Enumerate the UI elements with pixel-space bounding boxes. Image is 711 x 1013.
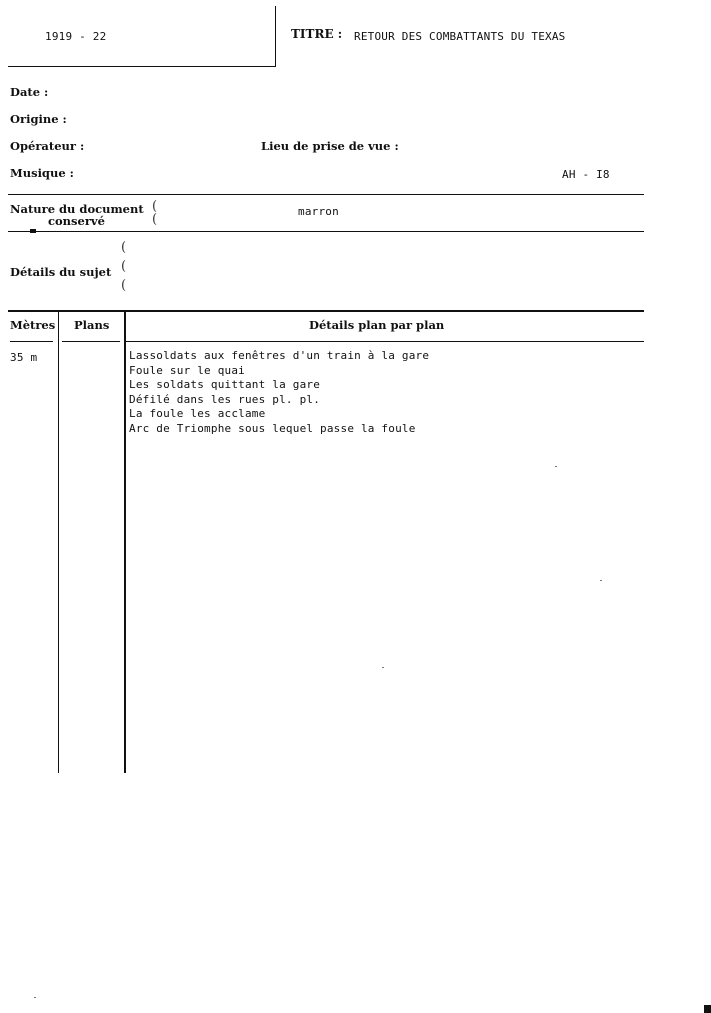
- nature-brace-bottom: (: [152, 212, 158, 227]
- metres-value: 35 m: [10, 351, 38, 364]
- metres-header-rule: [10, 341, 53, 342]
- scan-speck: [34, 997, 36, 998]
- table-top-rule: [8, 310, 644, 312]
- archive-code: AH - I8: [562, 168, 610, 181]
- col-divider-metres-plans: [58, 312, 59, 773]
- details-line: Arc de Triomphe sous lequel passe la foule: [129, 421, 416, 435]
- sujet-label: Détails du sujet: [10, 265, 112, 279]
- scan-speck: [600, 580, 602, 581]
- lieu-label: Lieu de prise de vue :: [261, 139, 399, 153]
- date-label: Date :: [10, 85, 49, 99]
- sujet-brace-2: (: [121, 259, 127, 274]
- nature-top-rule: [8, 194, 644, 195]
- sujet-brace-1: (: [121, 240, 127, 255]
- col-details-header: Détails plan par plan: [309, 318, 445, 332]
- title-label: TITRE :: [291, 27, 343, 41]
- film-reference: 1919 - 22: [45, 30, 107, 43]
- nature-brace-top: (: [152, 199, 158, 214]
- details-line: Défilé dans les rues pl. pl.: [129, 392, 321, 406]
- details-line: Les soldats quittant la gare: [129, 378, 321, 392]
- scan-speck: [382, 667, 384, 668]
- nature-value: marron: [298, 205, 339, 218]
- plans-header-rule: [62, 341, 120, 342]
- origine-label: Origine :: [10, 112, 67, 126]
- rule-mark: [30, 229, 36, 233]
- nature-label-line1: Nature du document: [10, 202, 144, 216]
- details-line: La foule les acclame: [129, 407, 266, 421]
- col-metres-header: Mètres: [10, 318, 56, 332]
- film-title: RETOUR DES COMBATTANTS DU TEXAS: [354, 30, 566, 43]
- header-divider: [275, 6, 276, 67]
- col-plans-header: Plans: [74, 318, 110, 332]
- sujet-brace-3: (: [121, 278, 127, 293]
- details-list: [129, 349, 429, 437]
- scan-speck: [555, 466, 557, 467]
- col-divider-plans-details: [124, 312, 126, 773]
- nature-label-line2: conservé: [48, 214, 105, 228]
- scan-corner-mark: [704, 1005, 711, 1013]
- details-line: Foule sur le quai: [129, 363, 245, 377]
- musique-label: Musique :: [10, 166, 74, 180]
- operateur-label: Opérateur :: [10, 139, 85, 153]
- header-underline: [8, 66, 276, 67]
- details-line: Lassoldats aux fenêtres d'un train à la gare: [129, 349, 430, 362]
- details-header-rule: [126, 341, 644, 342]
- nature-bottom-rule: [8, 231, 644, 232]
